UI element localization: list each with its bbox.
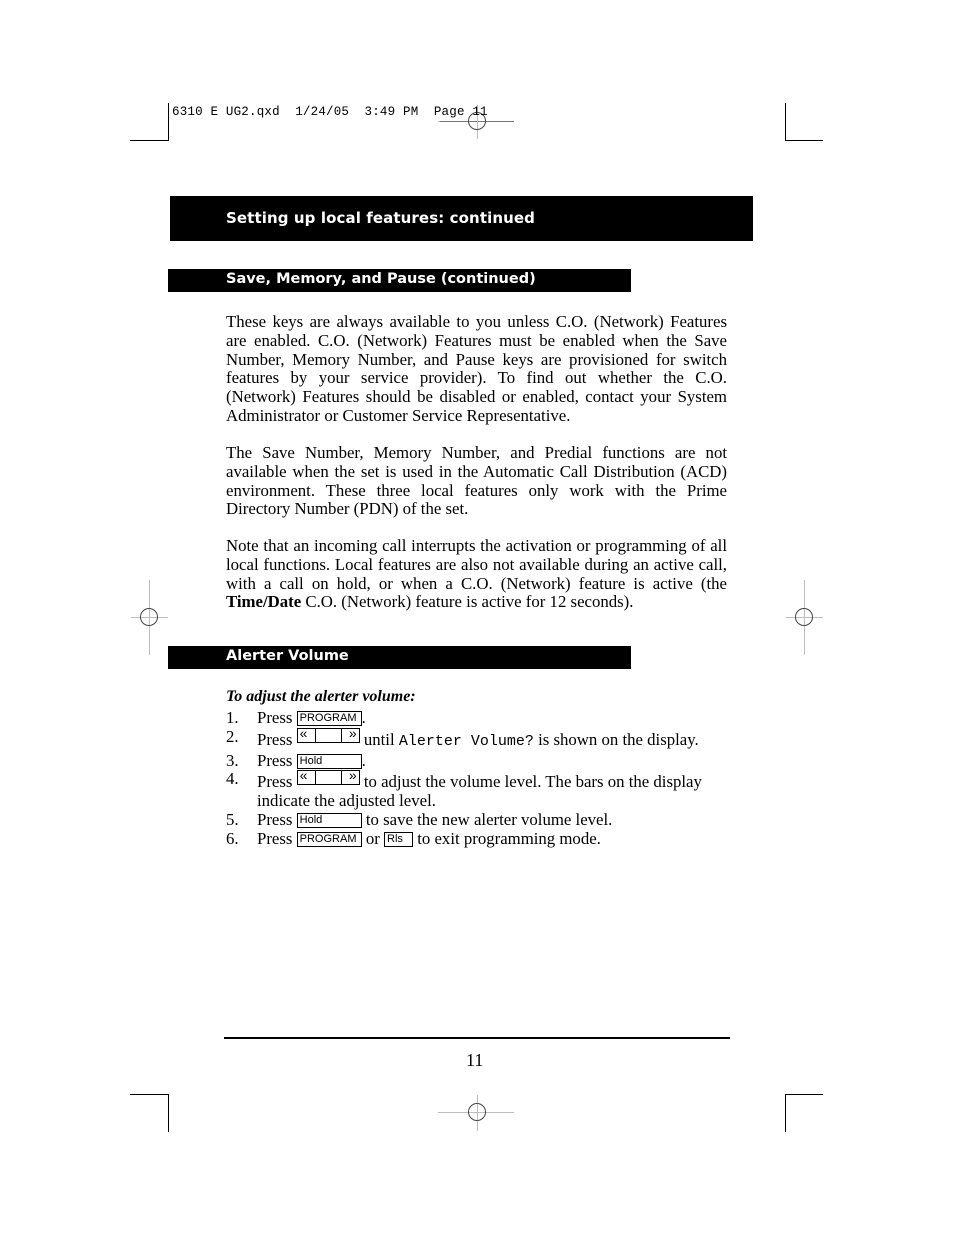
file-slug: 6310 E UG2.qxd 1/24/05 3:49 PM Page 11	[172, 105, 488, 119]
crop-mark	[168, 1094, 169, 1132]
page-title: Setting up local features: continued	[226, 209, 536, 227]
crop-mark	[130, 140, 168, 141]
right-arrow-icon: »	[348, 724, 357, 741]
left-arrow-icon: «	[299, 767, 308, 784]
procedure-heading: To adjust the alerter volume:	[226, 688, 416, 705]
program-key: PROGRAM	[297, 711, 362, 726]
paragraph-availability: These keys are always available to you unless C.O. (Network) Features are enabled. C.O. (Network) Features must be enabled when the Save Number, Memory Number, and Pause keys are provisioned for switch features by your service provider). To find out whether the C.O. (Network) Features should be disabled or enabled, contact your System Administrator or Customer Service Representative.	[226, 312, 727, 425]
step-4: 4. Press « » to adjust the volume level. The bars on the display indicate the adjusted level.	[226, 767, 702, 811]
section-header-alerter-volume	[168, 646, 631, 669]
hold-key: Hold	[297, 754, 362, 769]
section-title: Save, Memory, and Pause (continued)	[226, 271, 536, 287]
crop-mark	[786, 140, 823, 141]
crop-mark	[130, 1094, 168, 1095]
crop-mark	[168, 103, 169, 141]
volume-arrow-keys	[297, 724, 360, 743]
step-2: 2. Press « » until Alerter Volume? is shown on the display.	[226, 724, 699, 750]
page-number: 11	[466, 1050, 484, 1070]
paragraph-note: Note that an incoming call interrupts the activation or programming of all local functions. Local features are also not available during an active call, with a call on hold, or when a C.O. (Network) feature is active (the Time/Date C.O. (Network) feature is active for 12 seconds).	[226, 536, 727, 612]
section-title: Alerter Volume	[226, 648, 349, 664]
right-arrow-icon: »	[348, 767, 357, 784]
time-date-feature: Time/Date	[226, 592, 302, 612]
page-header	[170, 196, 753, 241]
release-key: Rls	[384, 832, 413, 847]
step-3: 3. Press Hold .	[226, 750, 366, 770]
step-5: 5. Press Hold to save the new alerter volume level.	[226, 809, 613, 829]
program-key: PROGRAM	[297, 832, 362, 847]
footer-divider	[224, 1037, 730, 1039]
step-6: 6. Press PROGRAM or Rls to exit programming mode.	[226, 828, 601, 848]
display-text: Alerter Volume?	[398, 732, 534, 750]
step-list	[226, 709, 746, 849]
crop-mark	[786, 1094, 823, 1095]
crop-mark	[785, 103, 786, 141]
volume-arrow-keys	[297, 767, 360, 785]
crop-mark	[785, 1094, 786, 1132]
hold-key: Hold	[297, 813, 362, 828]
section-header-save-memory-pause	[168, 269, 631, 292]
left-arrow-icon: «	[299, 724, 308, 741]
paragraph-acd: The Save Number, Memory Number, and Predial functions are not available when the set is used in the Automatic Call Distribution (ACD) environment. These three local features only work with the Prime Directory Number (PDN) of the set.	[226, 443, 727, 519]
step-1: 1. Press PROGRAM .	[226, 708, 366, 727]
